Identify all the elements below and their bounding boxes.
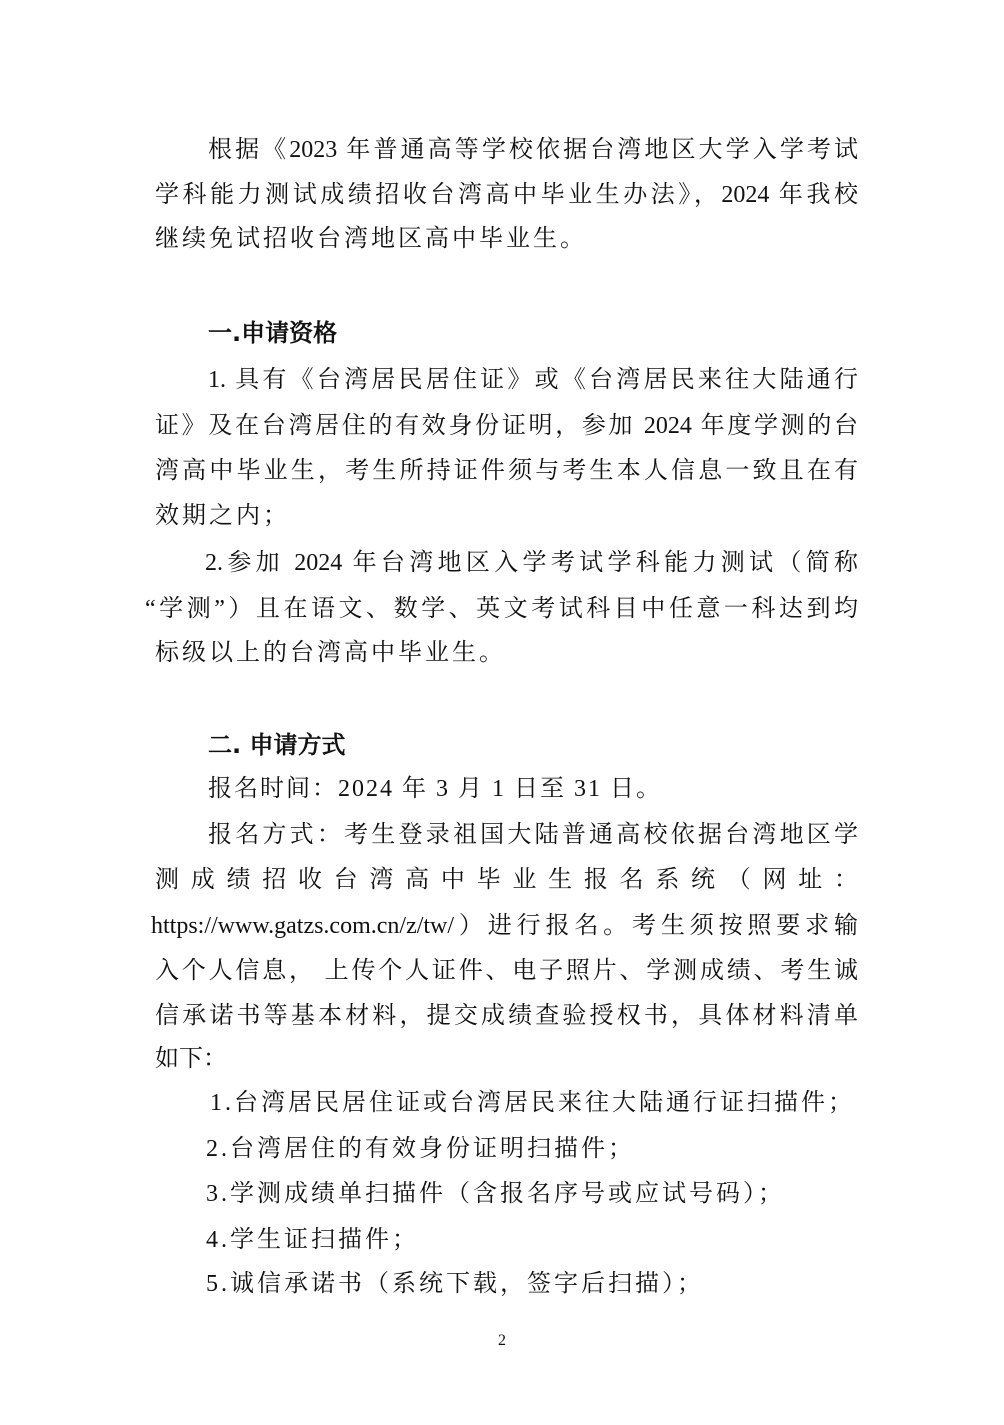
material-item: 2.台湾居住的有效身份证明扫描件； [206,1136,635,1162]
section-heading-method: 二. 申请方式 [208,731,346,759]
material-item: 1.台湾居民居住证或台湾居民来往大陆通行证扫描件； [210,1090,855,1116]
method-line: 如下： [155,1046,227,1072]
eligibility-line: 效期之内； [155,503,290,529]
eligibility-line: 标级以上的台湾高中毕业生。 [155,640,506,666]
section-heading-eligibility: 一.申请资格 [208,319,338,347]
material-item: 4.学生证扫描件； [206,1227,419,1253]
eligibility-line: 证》及在台湾居住的有效身份证明，参加 2024 年度学测的台 [155,413,858,439]
eligibility-line: 1. 具有《台湾居民居住证》或《台湾居民来往大陆通行 [208,367,858,393]
method-line: 报名方式：考生登录祖国大陆普通高校依据台湾地区学 [208,822,858,848]
page-number: 2 [498,1332,506,1349]
eligibility-line: 2.参加 2024 年台湾地区入学考试学科能力测试（简称 [205,550,858,576]
intro-line: 根据《2023 年普通高等学校依据台湾地区大学入学考试 [208,137,858,163]
intro-line: 学科能力测试成绩招收台湾高中毕业生办法》，2024 年我校 [155,182,858,208]
eligibility-line: 湾高中毕业生，考生所持证件须与考生本人信息一致且在有 [155,458,858,484]
intro-line: 继续免试招收台湾地区高中毕业生。 [155,226,587,252]
method-line: 入个人信息， 上传个人证件、电子照片、学测成绩、考生诚 [155,958,858,984]
material-item: 3.学测成绩单扫描件（含报名序号或应试号码）； [206,1181,785,1207]
method-line: 测成绩招收台湾高中毕业生报名系统（网址： [155,867,858,893]
method-line-with-url: https://www.gatzs.com.cn/z/tw/）进行报名。考生须按照要求输 [151,913,858,939]
method-line: 信承诺书等基本材料，提交成绩查验授权书，具体材料清单 [155,1003,858,1029]
registration-time: 报名时间：2024 年 3 月 1 日至 31 日。 [208,776,662,802]
eligibility-line: “学测”）且在语文、数学、英文考试科目中任意一科达到均 [145,596,858,622]
material-item: 5.诚信承诺书（系统下载，签字后扫描）； [206,1271,704,1297]
